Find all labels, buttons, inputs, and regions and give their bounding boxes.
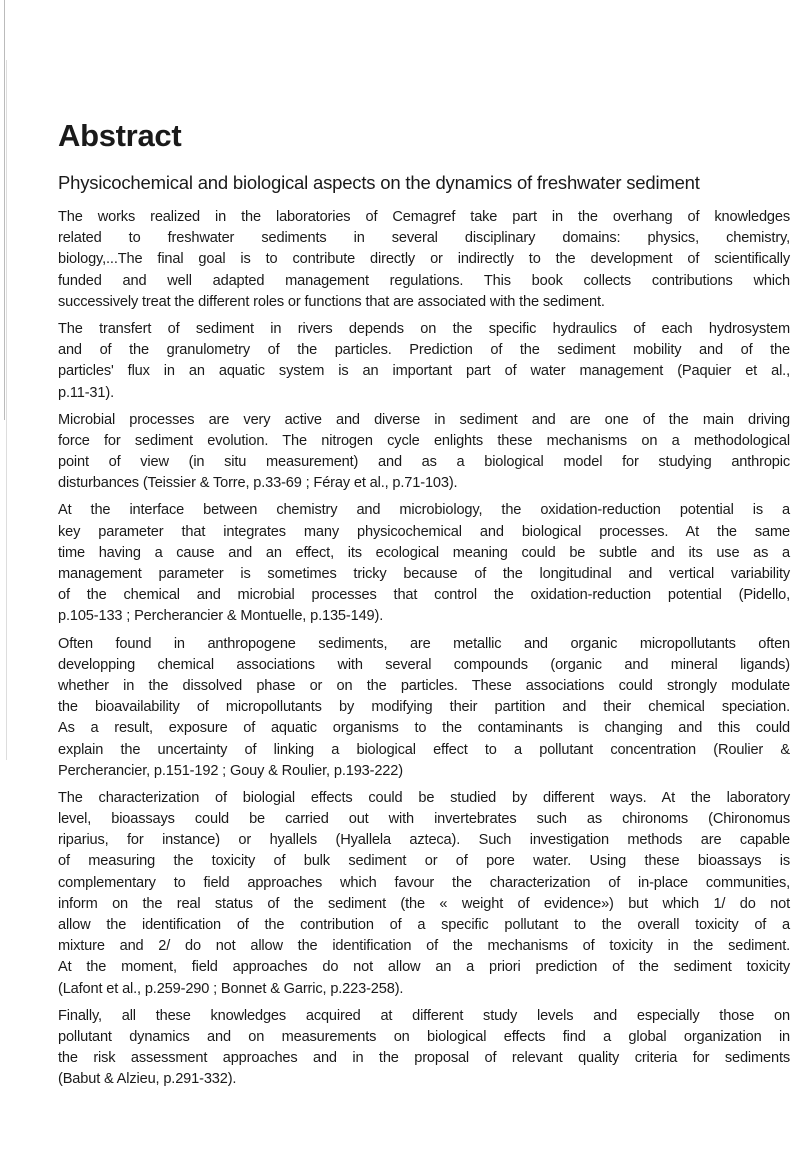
text-line: developping chemical associations with several compounds (organic and mineral ligands) <box>58 656 790 673</box>
text-line: Microbial processes are very active and diverse in sediment and are one of the main driving <box>58 411 790 428</box>
text-line: management parameter is sometimes tricky because of the longitudinal and vertical variability <box>58 566 790 582</box>
text-line: (Lafont et al., p.259-290 ; Bonnet & Garric, p.223-258). <box>58 980 404 997</box>
paragraph <box>58 1006 790 1091</box>
text-line: At the interface between chemistry and microbiology, the oxidation-reduction potential is a <box>58 502 790 519</box>
text-line: key parameter that integrates many physicochemical and biological processes. At the same <box>58 523 790 540</box>
paragraph <box>58 410 790 495</box>
text-line: p.105-133 ; Percherancier & Montuelle, p.135-149). <box>58 608 384 625</box>
paragraph <box>58 788 790 1000</box>
text-line: of measuring the toxicity of bulk sediment or of pore water. Using these bioassays is <box>58 853 790 870</box>
text-line: point of view (in situ measurement) and as a biological model for studying anthropic <box>58 454 790 471</box>
text-line: pollutant dynamics and on measurements on biological effects find a global organization in <box>58 1028 790 1045</box>
text-line: Often found in anthropogene sediments, are metallic and organic micropollutants often <box>58 635 790 652</box>
text-line: particles' flux in an aquatic system is an important part of water management (Paquier et al., <box>58 363 790 380</box>
text-line: force for sediment evolution. The nitrogen cycle enlights these mechanisms on a methodological <box>58 432 790 449</box>
text-line: At the moment, field approaches do not allow an a priori prediction of the sediment toxicity <box>58 959 790 976</box>
text-line: mixture and 2/ do not allow the identification of the mechanisms of toxicity in the sediment. <box>58 938 790 955</box>
text-line: As a result, exposure of aquatic organisms to the contaminants is changing and this could <box>58 720 790 737</box>
text-line: the bioavailability of micropollutants by modifying their partition and their chemical speciation. <box>58 699 790 716</box>
text-line: explain the uncertainty of linking a biological effect to a pollutant concentration (Roulier & <box>58 741 790 758</box>
text-line: level, bioassays could be carried out with invertebrates such as chironoms (Chironomus <box>58 811 790 828</box>
text-line: (Babut & Alzieu, p.291-332). <box>58 1071 237 1088</box>
text-line: inform on the real status of the sediment (the « weight of evidence») but which 1/ do not <box>58 895 790 912</box>
page-subtitle: Physicochemical and biological aspects on the dynamics of freshwater sediment <box>58 172 700 193</box>
text-line: successively treat the different roles or functions that are associated with the sediment. <box>58 293 605 310</box>
text-line: p.11-31). <box>58 384 114 401</box>
paragraph <box>58 319 790 404</box>
text-line: related to freshwater sediments in several disciplinary domains: physics, chemistry, <box>58 230 790 247</box>
paragraph <box>58 500 790 627</box>
text-line: The works realized in the laboratories of Cemagref take part in the overhang of knowledges <box>58 209 790 225</box>
text-line: Percherancier, p.151-192 ; Gouy & Roulier, p.193-222) <box>58 762 403 779</box>
text-line: of the chemical and microbial processes that control the oxidation-reduction potential (Pidello, <box>58 587 790 604</box>
paragraph <box>58 634 790 782</box>
scan-artifact <box>4 0 5 420</box>
abstract-body <box>58 207 790 1097</box>
text-line: the risk assessment approaches and in the proposal of relevant quality criteria for sediments <box>58 1050 790 1067</box>
text-line: disturbances (Teissier & Torre, p.33-69 ; Féray et al., p.71-103). <box>58 475 458 492</box>
text-line: The characterization of biologial effects could be studied by different ways. At the laboratory <box>58 789 790 806</box>
text-line: complementary to field approaches which favour the characterization of in-place communities, <box>58 874 790 891</box>
text-line: allow the identification of the contribution of a specific pollutant to the overall toxicity of a <box>58 917 790 933</box>
text-line: whether in the dissolved phase or on the particles. These associations could strongly modulate <box>58 677 790 694</box>
text-line: The transfert of sediment in rivers depends on the specific hydraulics of each hydrosystem <box>58 320 790 337</box>
paragraph <box>58 207 790 313</box>
page-title: Abstract <box>58 118 182 153</box>
text-line: Finally, all these knowledges acquired at different study levels and especially those on <box>58 1007 790 1024</box>
text-line: and of the granulometry of the particles. Prediction of the sediment mobility and of the <box>58 342 790 359</box>
scan-artifact <box>6 60 7 760</box>
text-line: riparius, for instance) or hyallels (Hyallela azteca). Such investigation methods are capable <box>58 832 790 849</box>
text-line: time having a cause and an effect, its ecological meaning could be subtle and its use as a <box>58 544 790 561</box>
text-line: biology,...The final goal is to contribute directly or indirectly to the development of scientifically <box>58 251 790 268</box>
text-line: funded and well adapted management regulations. This book collects contributions which <box>58 272 790 289</box>
